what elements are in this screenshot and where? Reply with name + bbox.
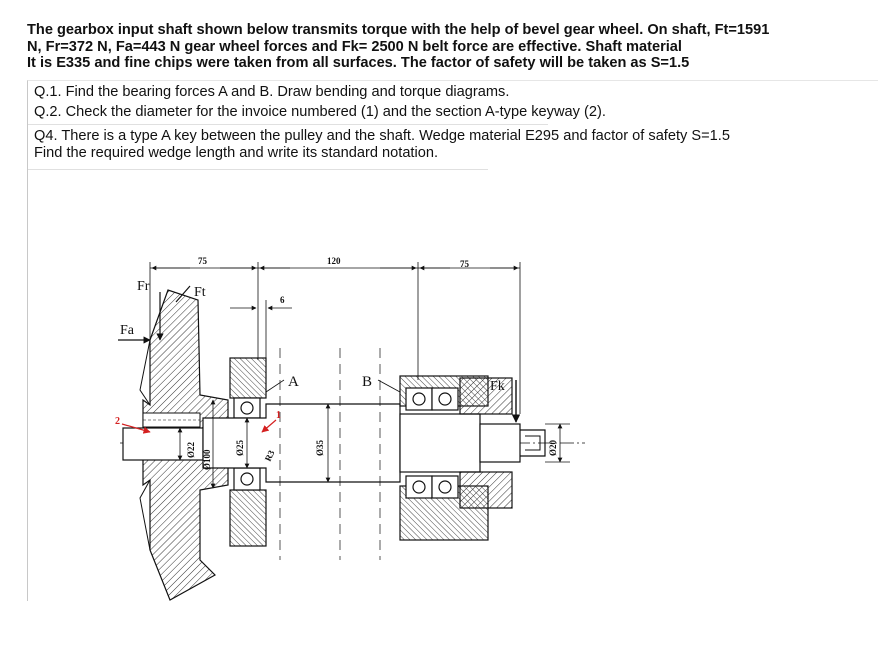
bearing-housing-a-top [230, 358, 266, 398]
dim-6: 6 [280, 295, 285, 305]
pulley-bottom [460, 472, 512, 508]
dim-75-right: 75 [460, 259, 469, 269]
bearing-b-bottom [406, 476, 432, 498]
force-fa-label: Fa [120, 323, 134, 338]
bearing-b-label: B [362, 374, 373, 390]
dia-100: Ø100 [202, 449, 212, 470]
radius-r3: R3 [262, 448, 277, 463]
marker-1: 1 [276, 410, 281, 421]
dia-35: Ø35 [315, 439, 325, 456]
dim-120: 120 [327, 256, 341, 266]
problem-line-3: It is E335 and fine chips were taken from all surfaces. The factor of safety will be taken as S=1.5 [27, 55, 690, 72]
dim-75-left: 75 [198, 256, 207, 266]
bearing-a-bottom [234, 468, 260, 490]
force-ft-label: Ft [194, 285, 206, 300]
problem-line-2: N, Fr=372 N, Fa=443 N gear wheel forces and Fk= 2500 N belt force are effective. Shaft material [27, 38, 682, 55]
shaft-right-end [480, 424, 520, 462]
marker-2: 2 [115, 416, 120, 427]
dia-22: Ø22 [186, 441, 196, 458]
problem-line-1: The gearbox input shaft shown below transmits torque with the help of bevel gear wheel. On shaft, Ft=1591 [27, 22, 770, 38]
shaft-right [400, 414, 480, 472]
shaft-middle [203, 404, 400, 482]
dia-25: Ø25 [235, 439, 245, 456]
force-fr-label: Fr [137, 279, 150, 294]
bearing-a-label: A [288, 374, 299, 390]
bearing-housing-a-bottom [230, 490, 266, 546]
question-4-line-2: Find the required wedge length and write its standard notation. [34, 145, 439, 161]
dia-20: Ø20 [548, 439, 558, 456]
force-fk-label: Fk [490, 379, 505, 394]
question-4-line-1: Q4. There is a type A key between the pulley and the shaft. Wedge material E295 and factor of safety S=1.5 [34, 128, 730, 144]
question-2: Q.2. Check the diameter for the invoice numbered (1) and the section A-type keyway (2). [34, 104, 606, 120]
bearing-b-top [406, 388, 432, 410]
gear-hub-key [143, 413, 200, 427]
bearing-a-top [234, 398, 260, 418]
question-1: Q.1. Find the bearing forces A and B. Draw bending and torque diagrams. [34, 84, 510, 100]
